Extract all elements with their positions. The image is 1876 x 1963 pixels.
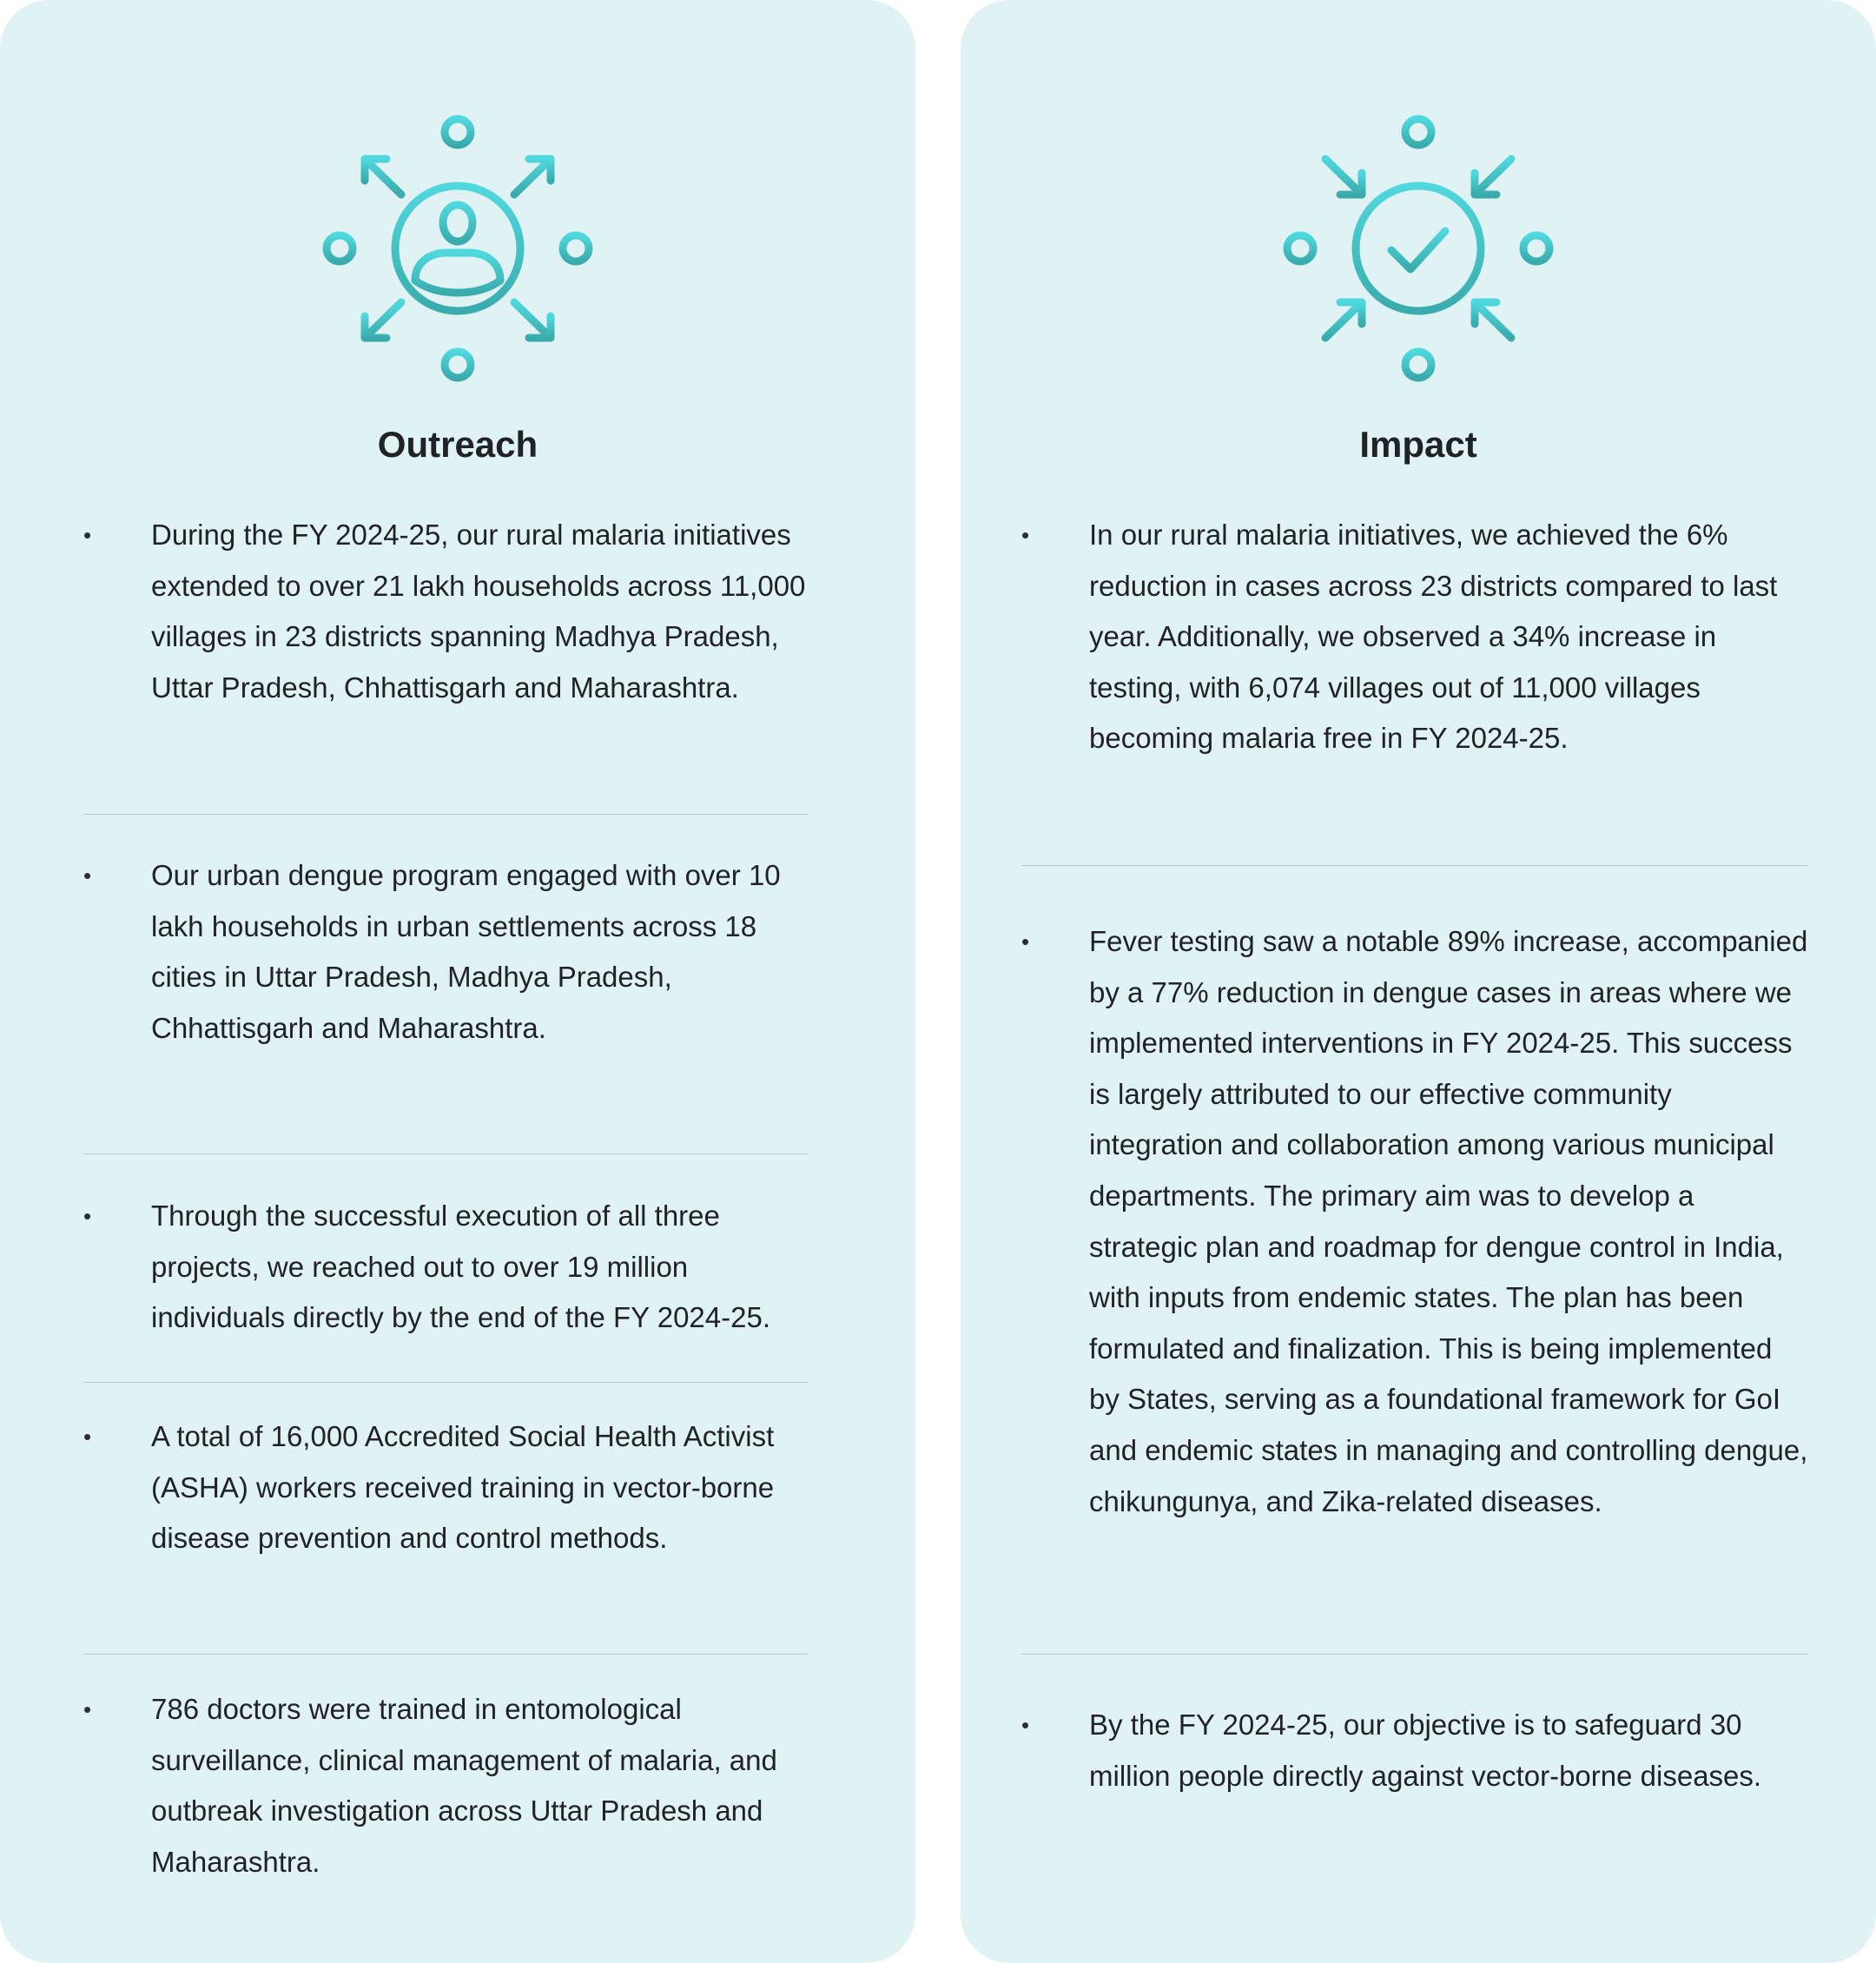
bullet-icon: •	[83, 863, 92, 889]
divider	[83, 1382, 808, 1383]
list-item-text: During the FY 2024-25, our rural malaria initiatives extended to over 21 lakh households across 11,000 villages in 23 districts spanning Madhya Pradesh, Uttar Pradesh, Chhattisgarh and Maharashtra.	[151, 519, 806, 704]
network-person-icon	[314, 111, 601, 389]
divider	[83, 1654, 808, 1655]
bullet-icon: •	[1021, 522, 1030, 548]
divider	[83, 814, 808, 815]
list-item-text: A total of 16,000 Accredited Social Health Activist (ASHA) workers received training in vector-borne disease prevention and control methods.	[151, 1420, 775, 1555]
impact-title: Impact	[1359, 424, 1477, 465]
divider	[1021, 865, 1808, 866]
list-item	[1021, 1700, 1808, 1801]
list-item-text: Through the successful execution of all three projects, we reached out to over 19 million individuals directly by the end of the FY 2024-25.	[151, 1200, 770, 1334]
list-item	[83, 850, 808, 1054]
list-item	[1021, 916, 1808, 1527]
list-item	[83, 1191, 808, 1344]
bullet-icon: •	[83, 522, 92, 548]
divider	[83, 1153, 808, 1154]
list-item	[83, 1684, 808, 1887]
outreach-title: Outreach	[377, 424, 538, 465]
bullet-icon: •	[1021, 1712, 1030, 1738]
list-item-text: In our rural malaria initiatives, we achieved the 6% reduction in cases across 23 districts compared to last year. Additionally, we observed a 34% increase in testing, with 6,074 villages out of 11,000 villages becoming malaria free in FY 2024-25.	[1089, 519, 1778, 755]
list-item-text: 786 doctors were trained in entomological surveillance, clinical management of malaria, and outbreak investigation across Uttar Pradesh and Maharashtra.	[151, 1693, 777, 1878]
list-item-text: By the FY 2024-25, our objective is to safeguard 30 million people directly against vector-borne diseases.	[1089, 1709, 1762, 1792]
bullet-icon: •	[83, 1203, 92, 1229]
divider	[1021, 1654, 1808, 1655]
bullet-icon: •	[83, 1424, 92, 1450]
list-item	[83, 510, 808, 713]
network-check-icon	[1275, 111, 1562, 389]
bullet-icon: •	[1021, 929, 1030, 955]
list-item	[1021, 510, 1808, 764]
list-item-text: Our urban dengue program engaged with over 10 lakh households in urban settlements across 18 cities in Uttar Pradesh, Madhya Pradesh, Chhattisgarh and Maharashtra.	[151, 859, 781, 1044]
list-item	[83, 1411, 808, 1564]
list-item-text: Fever testing saw a notable 89% increase, accompanied by a 77% reduction in dengue cases in areas where we implemented interventions in FY 2024-25. This success is largely attributed to our effective community integration and collaboration among various municipal departments. The primary aim was to develop a strategic plan and roadmap for dengue control in India, with inputs from endemic states. The plan has been formulated and finalization. This is being implemented by States, serving as a foundational framework for GoI and endemic states in managing and controlling dengue, chikungunya, and Zika-related diseases.	[1089, 925, 1808, 1517]
bullet-icon: •	[83, 1696, 92, 1722]
